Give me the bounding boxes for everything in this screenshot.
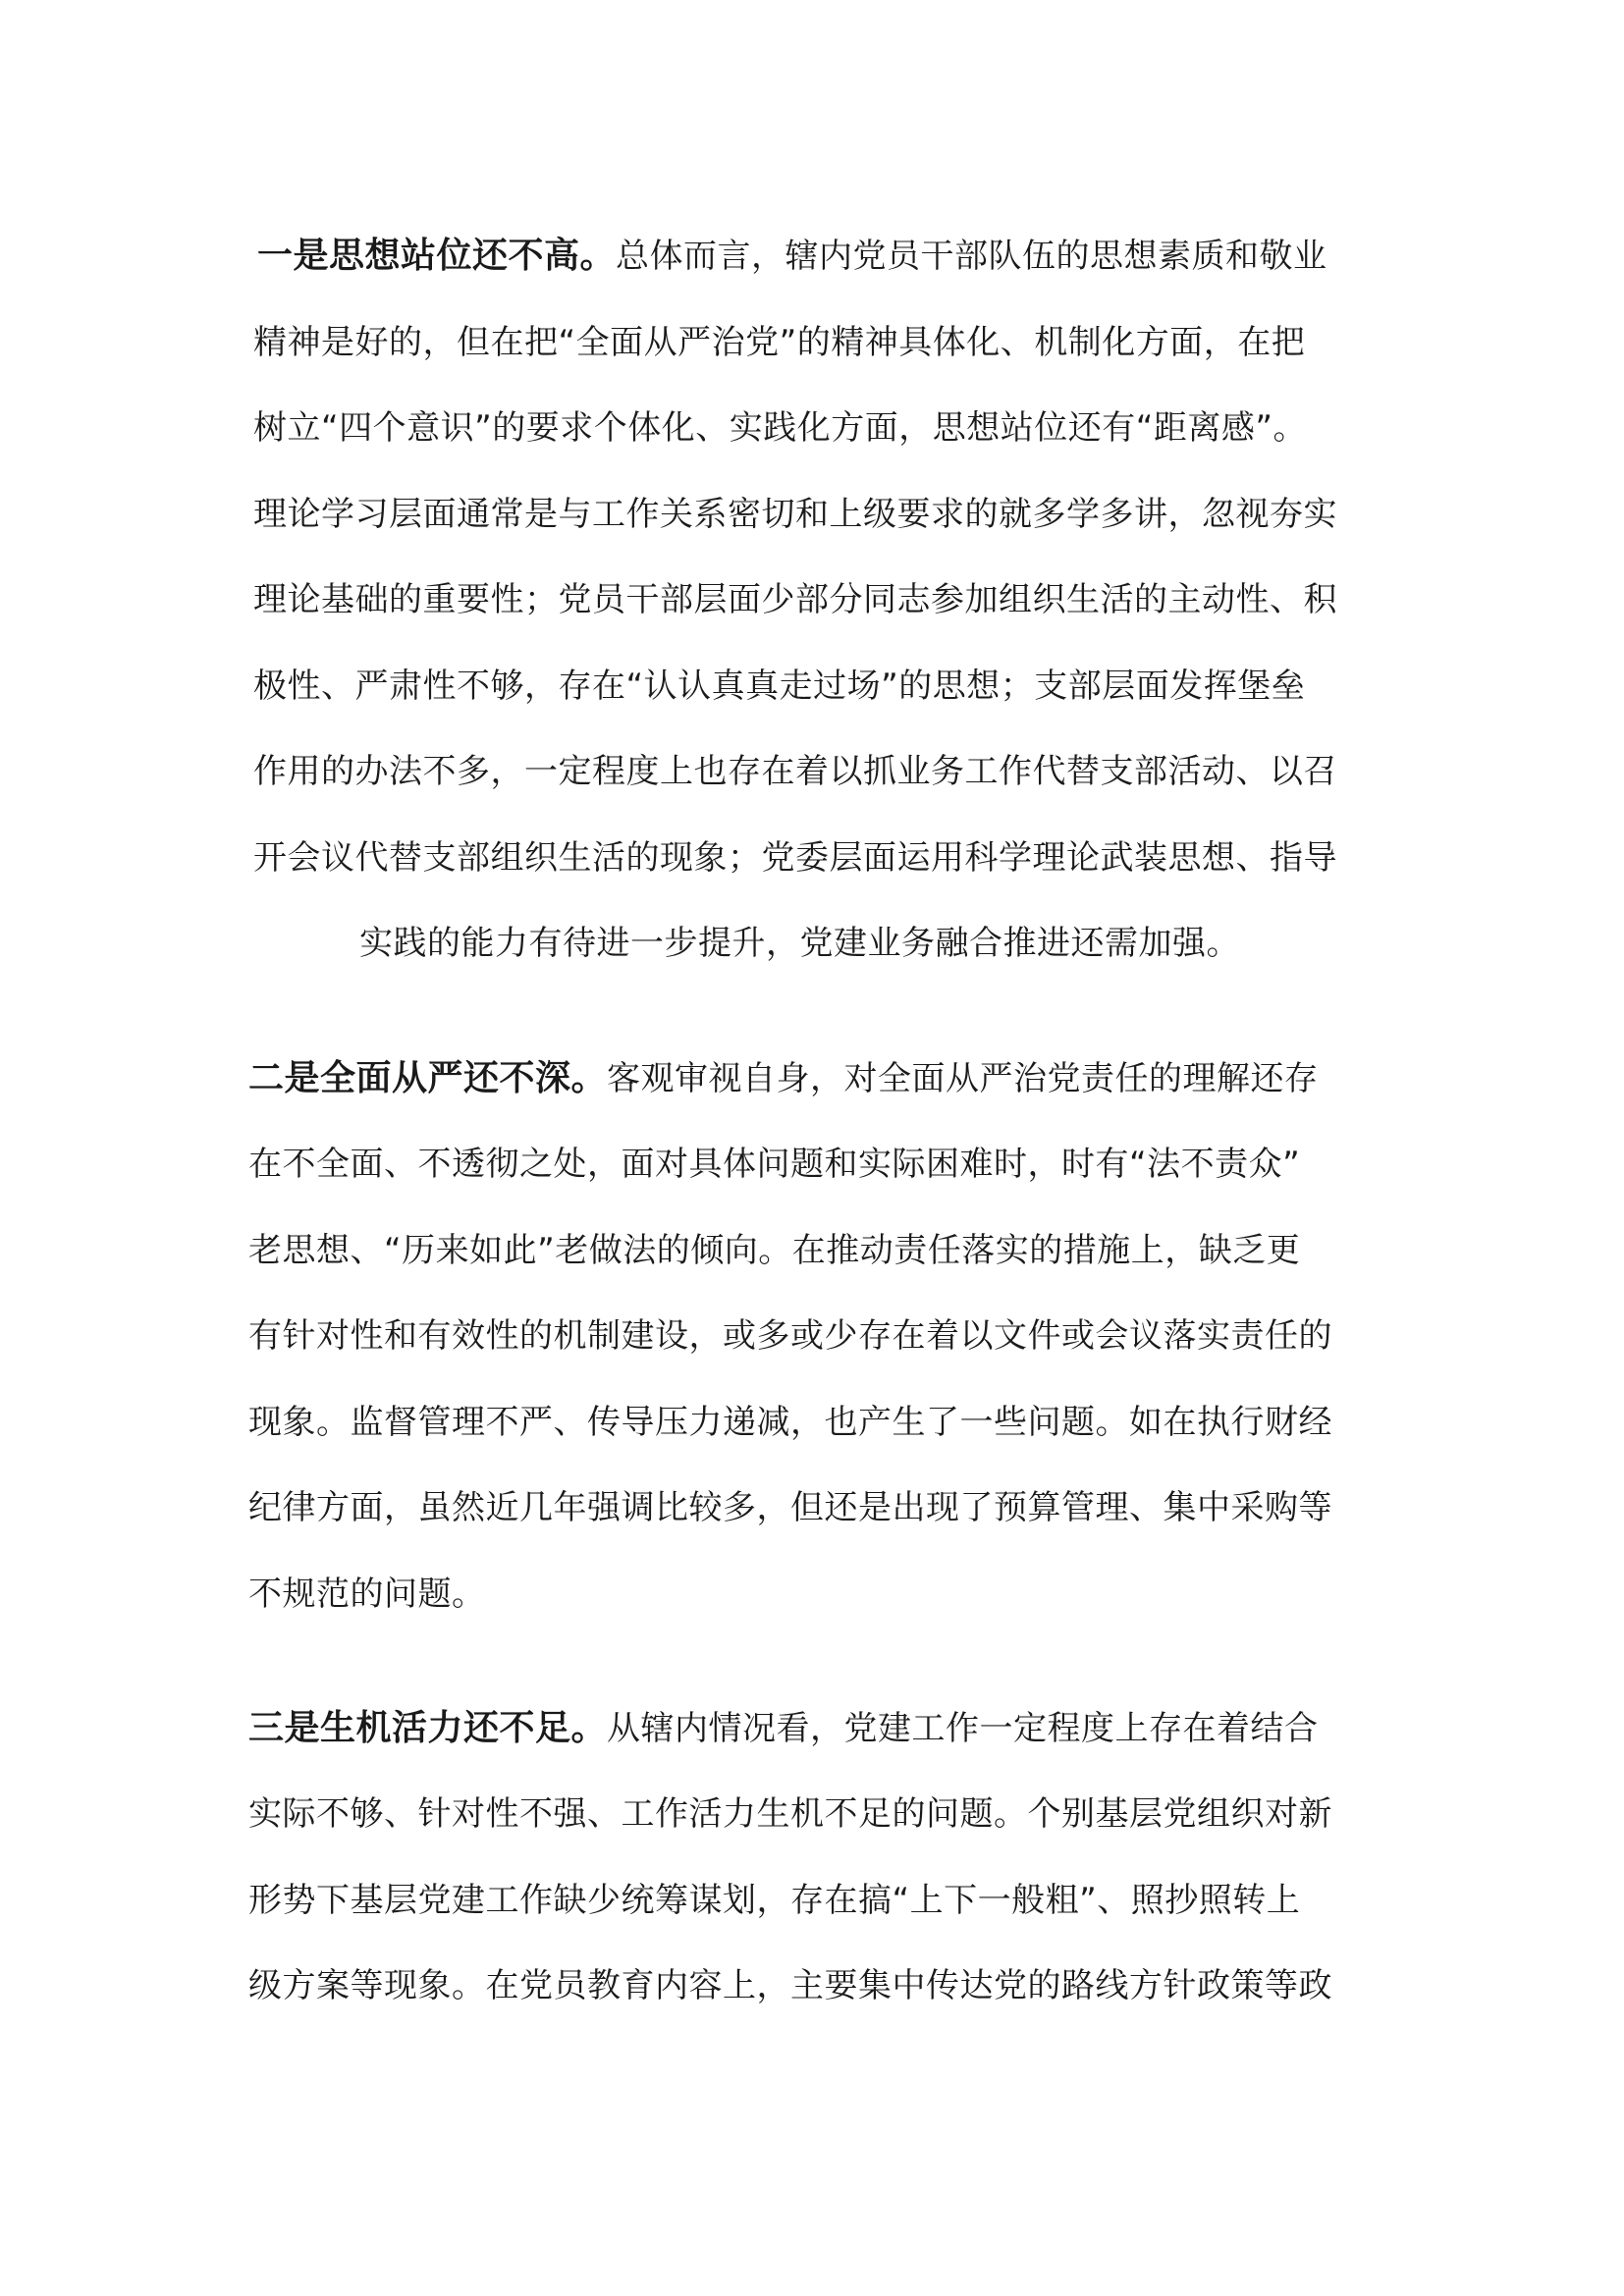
section-2-line-2: 在不全面、不透彻之处，面对具体问题和实际困难时，时有“法不责众” — [248, 1145, 1301, 1184]
section-1-line-3: 树立“四个意识”的要求个体化、实践化方面，思想站位还有“距离感”。 — [253, 408, 1307, 448]
section-2-line-1 — [248, 1059, 1319, 1098]
section-1-line-8: 开会议代替支部组织生活的现象；党委层面运用科学理论武装思想、指导 — [253, 838, 1337, 878]
section-1-line-1 — [257, 237, 1327, 276]
section-1-line-2: 精神是好的，但在把“全面从严治党”的精神具体化、机制化方面，在把 — [253, 323, 1306, 362]
section-2-heading: 二是全面从严还不深。 — [248, 1058, 608, 1098]
section-1-heading: 一是思想站位还不高。 — [257, 236, 617, 276]
section-1-line-6: 极性、严肃性不够，存在“认认真真走过场”的思想；支部层面发挥堡垒 — [253, 667, 1306, 706]
section-3-line-1 — [248, 1709, 1319, 1748]
section-3-line-4: 级方案等现象。在党员教育内容上，主要集中传达党的路线方针政策等政 — [248, 1966, 1332, 2005]
section-2-line-3: 老思想、“历来如此”老做法的倾向。在推动责任落实的措施上，缺乏更 — [248, 1231, 1301, 1270]
section-1-line-5: 理论基础的重要性；党员干部层面少部分同志参加组织生活的主动性、积 — [253, 580, 1337, 619]
section-3-line-2: 实际不够、针对性不强、工作活力生机不足的问题。个别基层党组织对新 — [248, 1794, 1332, 1834]
section-2-line-6: 纪律方面，虽然近几年强调比较多，但还是出现了预算管理、集中采购等 — [248, 1488, 1332, 1527]
section-3-heading: 三是生机活力还不足。 — [248, 1708, 608, 1748]
section-2-line-7: 不规范的问题。 — [248, 1575, 486, 1614]
section-1-line-4: 理论学习层面通常是与工作关系密切和上级要求的就多学多讲，忽视夯实 — [253, 495, 1337, 534]
section-2-line-4: 有针对性和有效性的机制建设，或多或少存在着以文件或会议落实责任的 — [248, 1316, 1332, 1356]
section-3-text: 从辖内情况看，党建工作一定程度上存在着结合 — [607, 1709, 1319, 1748]
section-1-line-9: 实践的能力有待进一步提升，党建业务融合推进还需加强。 — [359, 924, 1240, 963]
section-2-line-5: 现象。监督管理不严、传导压力递减，也产生了一些问题。如在执行财经 — [248, 1403, 1332, 1442]
section-1-text: 总体而言，辖内党员干部队伍的思想素质和敬业 — [616, 237, 1327, 276]
section-1-line-7: 作用的办法不多，一定程度上也存在着以抓业务工作代替支部活动、以召 — [253, 752, 1337, 791]
section-2-text: 客观审视自身，对全面从严治党责任的理解还存 — [607, 1059, 1319, 1098]
section-3-line-3: 形势下基层党建工作缺少统筹谋划，存在搞“上下一般粗”、照抄照转上 — [248, 1881, 1301, 1920]
